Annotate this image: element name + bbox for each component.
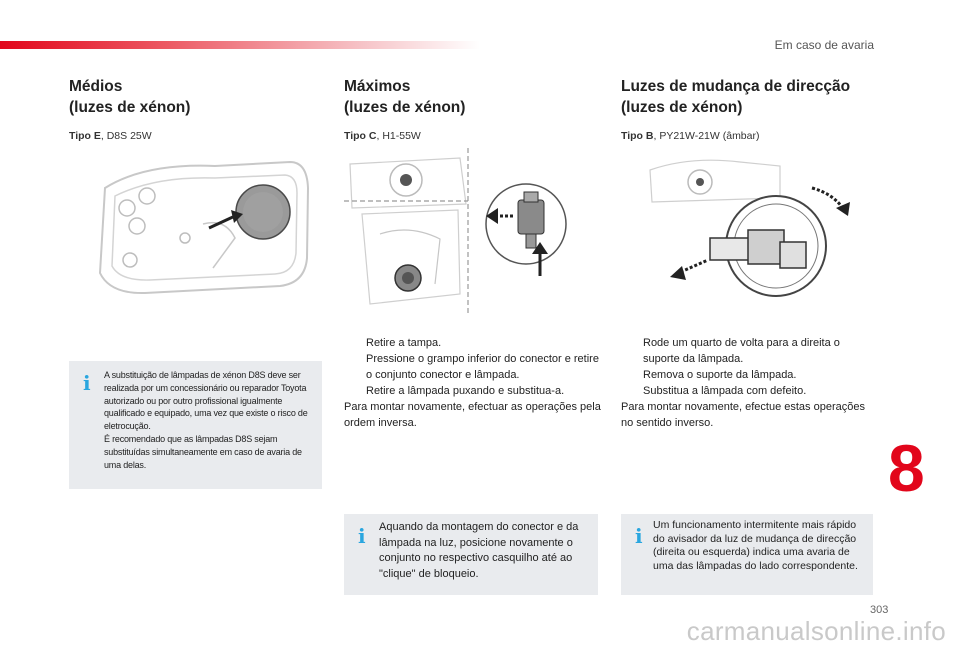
instruction-step: Remova o suporte da lâmpada. [643,369,797,381]
info-icon: i [83,371,91,395]
closing-text: Para montar novamente, efectuar as operações pela ordem inversa. [344,401,601,429]
column-low-beam [69,76,325,142]
column-title: Máximos (luzes de xénon) [344,78,466,116]
note-box-turn-signal [621,514,873,595]
info-icon: i [358,524,366,548]
instruction-step: Retire a tampa. [366,337,442,349]
headlamp-low-beam-illustration [85,148,315,308]
bulb-type: Tipo B, PY21W-21W (âmbar) [621,130,760,142]
column-high-beam [344,76,600,142]
headlamp-high-beam-illustration [340,144,570,316]
instruction-step: Retire a lâmpada puxando e substitua-a. [366,385,565,397]
instructions-high-beam [344,335,602,431]
instruction-step: Substitua a lâmpada com defeito. [643,385,807,397]
chapter-number: 8 [888,431,925,505]
bulb-type: Tipo C, H1-55W [344,130,421,142]
watermark: carmanualsonline.info [686,616,946,646]
instruction-step: Rode um quarto de volta para a direita o suporte da lâmpada. [643,337,840,365]
section-title: Em caso de avaria [774,38,874,52]
note-text: A substituição de lâmpadas de xénon D8S deve ser realizada por um concessionário ou reparador Toyota autorizado ou por outro profissional igualmente qualificado e equipado, uma vez que existe o risco de eletrocução. É recomendado que as lâmpadas D8S sejam substituídas simultaneamente em caso de avaria de uma delas. [104,370,308,470]
header-accent-bar [0,41,480,49]
closing-text: Para montar novamente, efectue estas operações no sentido inverso. [621,401,865,429]
note-text: Um funcionamento intermitente mais rápido do avisador da luz de mudança de direcção (direita ou esquerda) indica uma avaria de uma das lâmpadas do lado correspondente. [653,519,858,572]
note-text: Aquando da montagem do conector e da lâmpada na luz, posicione novamente o conjunto no respectivo casquilho até ao "clique" de bloqueio. [379,521,579,580]
column-title: Médios (luzes de xénon) [69,78,191,116]
bulb-type: Tipo E, D8S 25W [69,130,152,142]
note-box-xenon [69,361,322,489]
column-title: Luzes de mudança de direcção (luzes de xénon) [621,78,851,116]
page-number: 303 [870,604,889,616]
headlamp-turn-signal-illustration [630,150,870,310]
column-turn-signal [621,76,881,142]
instructions-turn-signal [621,335,873,431]
note-box-connector [344,514,598,595]
info-icon: i [635,524,643,548]
instruction-step: Pressione o grampo inferior do conector e retire o conjunto conector e lâmpada. [366,353,599,381]
